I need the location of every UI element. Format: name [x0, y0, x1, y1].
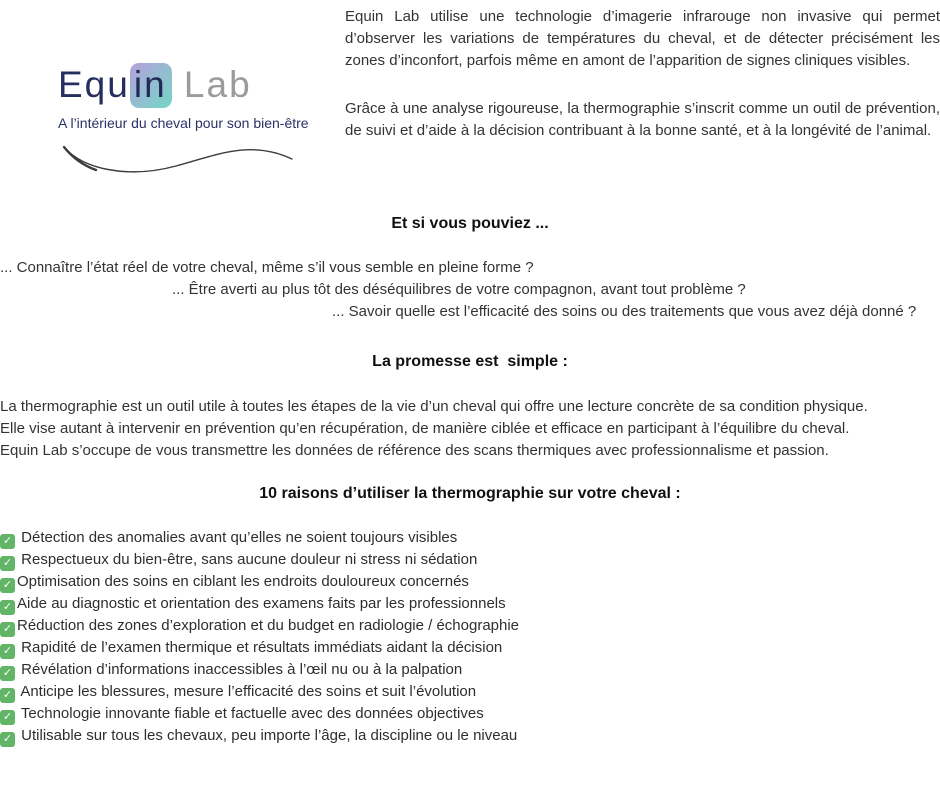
reason-text: Aide au diagnostic et orientation des examens faits par les professionnels	[17, 595, 506, 612]
check-icon: ✓	[0, 710, 15, 725]
teaser-heading: Et si vous pouviez ...	[391, 215, 549, 232]
reason-text: Anticipe les blessures, mesure l’efficacité des soins et suit l’évolution	[17, 683, 477, 700]
teaser-line-2: ... Être averti au plus tôt des déséquilibres de votre compagnon, avant tout problème ?	[172, 281, 746, 298]
brand-text-equ: Equ	[58, 64, 130, 105]
list-item	[0, 637, 940, 659]
equin-lab-logo	[58, 64, 308, 177]
brand-text-lab: Lab	[171, 64, 252, 105]
intro-paragraph-1: Equin Lab utilise une technologie d’imagerie infrarouge non invasive qui permet d’observer les variations de températures du cheval, et de détecter précisément les zones d’inconfort, parfois même en amont de l’apparition de signes cliniques visibles.	[345, 8, 940, 69]
list-item	[0, 615, 940, 637]
list-item	[0, 659, 940, 681]
teaser-lines	[0, 257, 940, 323]
reason-text: Détection des anomalies avant qu’elles ne soient toujours visibles	[17, 529, 458, 546]
reason-text: Rapidité de l’examen thermique et résultats immédiats aidant la décision	[17, 639, 503, 656]
check-icon: ✓	[0, 578, 15, 593]
wave-swoosh-icon	[58, 135, 298, 177]
list-item	[0, 549, 940, 571]
promise-line-2: Elle vise autant à intervenir en prévention qu’en récupération, de manière ciblée et efficace en participant à l’équilibre du cheval.	[0, 420, 850, 437]
reason-text: Utilisable sur tous les chevaux, peu importe l’âge, la discipline ou le niveau	[17, 727, 518, 744]
check-icon: ✓	[0, 644, 15, 659]
reason-text: Révélation d’informations inaccessibles à l’œil nu ou à la palpation	[17, 661, 463, 678]
check-icon: ✓	[0, 622, 15, 637]
promise-line-1: La thermographie est un outil utile à toutes les étapes de la vie d’un cheval qui offre une lecture concrète de sa condition physique.	[0, 398, 868, 415]
reason-text: Réduction des zones d’exploration et du budget en radiologie / échographie	[17, 617, 520, 634]
reasons-list	[0, 527, 940, 747]
check-icon: ✓	[0, 732, 15, 747]
list-item	[0, 593, 940, 615]
reasons-heading: 10 raisons d’utiliser la thermographie sur votre cheval :	[259, 485, 681, 502]
check-icon: ✓	[0, 534, 15, 549]
intro-paragraph-2: Grâce à une analyse rigoureuse, la thermographie s’inscrit comme un outil de prévention, de suivi et d’aide à la décision contribuant à la bonne santé, et à la longévité de l’animal.	[345, 100, 940, 139]
check-icon: ✓	[0, 556, 15, 571]
promise-lines	[0, 396, 940, 462]
promise-heading: La promesse est simple :	[372, 353, 568, 370]
check-icon: ✓	[0, 666, 15, 681]
brand-wordmark	[58, 64, 308, 106]
check-icon: ✓	[0, 688, 15, 703]
list-item	[0, 681, 940, 703]
list-item	[0, 703, 940, 725]
brand-tagline: A l’intérieur du cheval pour son bien-être	[58, 115, 309, 131]
check-icon: ✓	[0, 600, 15, 615]
teaser-line-1: ... Connaître l’état réel de votre cheval, même s’il vous semble en pleine forme ?	[0, 259, 534, 276]
reason-text: Optimisation des soins en ciblant les endroits douloureux concernés	[17, 573, 469, 590]
intro-paragraphs	[345, 6, 940, 142]
teaser-line-3: ... Savoir quelle est l’efficacité des soins ou des traitements que vous avez déjà donné ?	[332, 303, 917, 320]
reason-text: Technologie innovante fiable et factuelle avec des données objectives	[17, 705, 484, 722]
brand-gradient-badge: in	[130, 63, 172, 108]
promise-line-3: Equin Lab s’occupe de vous transmettre les données de référence des scans thermiques avec professionnalisme et passion.	[0, 442, 829, 459]
list-item	[0, 571, 940, 593]
list-item	[0, 527, 940, 549]
reason-text: Respectueux du bien-être, sans aucune douleur ni stress ni sédation	[17, 551, 478, 568]
list-item	[0, 725, 940, 747]
